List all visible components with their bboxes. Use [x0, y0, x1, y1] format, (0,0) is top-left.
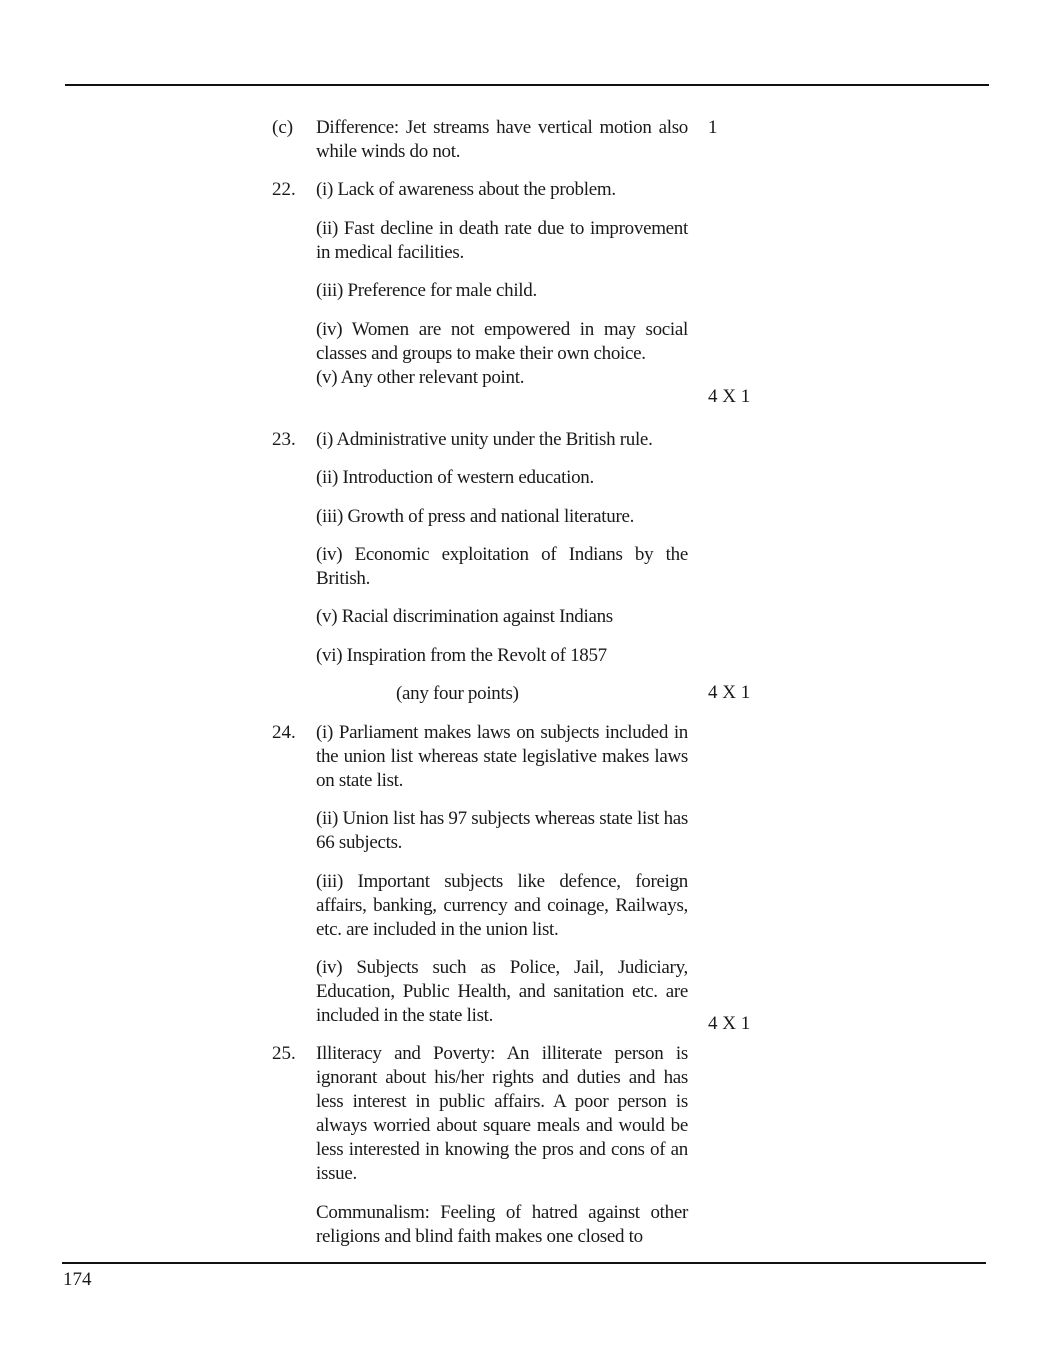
- q23-point: (iv) Economic exploitation of Indians by the British.: [316, 544, 688, 589]
- item-label-c: (c): [272, 117, 294, 138]
- marks-24: 4 X 1: [708, 1013, 751, 1034]
- q23-note: (any four points): [396, 683, 519, 704]
- q24-point: (ii) Union list has 97 subjects whereas state list has 66 subjects.: [316, 808, 688, 853]
- q22-point: (i) Lack of awareness about the problem.: [316, 179, 616, 200]
- q23-point: (v) Racial discrimination against Indians: [316, 606, 613, 627]
- q23-point: (i) Administrative unity under the British rule.: [316, 429, 653, 450]
- q25-paragraph: Communalism: Feeling of hatred against other religions and blind faith makes one closed to: [316, 1202, 688, 1247]
- q22-point: (iv) Women are not empowered in may social classes and groups to make their own choice.: [316, 319, 688, 364]
- question-number-23: 23.: [272, 429, 296, 450]
- marks-23: 4 X 1: [708, 682, 751, 703]
- q24-point: (iv) Subjects such as Police, Jail, Judiciary, Education, Public Health, and sanitation etc. are included in the state list.: [316, 957, 688, 1026]
- top-rule: [65, 84, 989, 86]
- page-number: 174: [63, 1269, 92, 1290]
- q24-point: (i) Parliament makes laws on subjects included in the union list whereas state legislative makes laws on state list.: [316, 722, 688, 791]
- q22-point: (ii) Fast decline in death rate due to improvement in medical facilities.: [316, 218, 688, 263]
- q24-point: (iii) Important subjects like defence, foreign affairs, banking, currency and coinage, Railways, etc. are included in the union list.: [316, 871, 688, 940]
- marks-c: 1: [708, 117, 718, 138]
- q23-point: (ii) Introduction of western education.: [316, 467, 594, 488]
- q23-point: (vi) Inspiration from the Revolt of 1857: [316, 645, 607, 666]
- q22-point: (iii) Preference for male child.: [316, 280, 537, 301]
- q25-paragraph: Illiteracy and Poverty: An illiterate person is ignorant about his/her rights and duties and has less interest in public affairs. A poor person is always worried about square meals and would be less interested in knowing the pros and cons of an issue.: [316, 1043, 688, 1184]
- question-number-22: 22.: [272, 179, 296, 200]
- q22-point: (v) Any other relevant point.: [316, 367, 525, 388]
- q23-point: (iii) Growth of press and national literature.: [316, 506, 635, 527]
- marks-22: 4 X 1: [708, 386, 751, 407]
- bottom-rule: [62, 1262, 986, 1264]
- answer-c-text: Difference: Jet streams have vertical motion also while winds do not.: [316, 117, 688, 162]
- question-number-25: 25.: [272, 1043, 296, 1064]
- question-number-24: 24.: [272, 722, 296, 743]
